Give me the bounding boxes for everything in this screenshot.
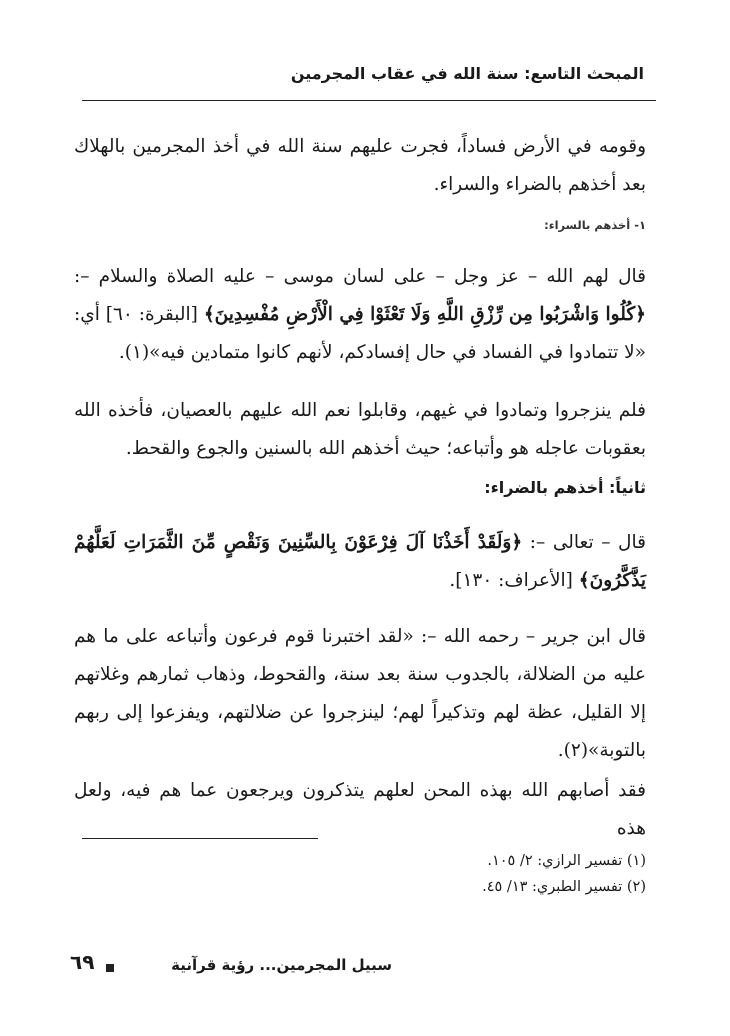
paragraph-1: وقومه في الأرض فساداً، فجرت عليهم سنة الله في أخذ المجرمين بالهلاك بعد أخذهم بالضراء والسراء. [74, 136, 646, 195]
running-header: المبحث التاسع: سنة الله في عقاب المجرمين [290, 64, 644, 83]
footer-square-icon [106, 964, 114, 972]
footer-book-title: سبيل المجرمين... رؤية قرآنية [171, 956, 392, 974]
quran-verse-2: ﴿وَلَقَدْ أَخَذْنَا آلَ فِرْعَوْنَ بِالسِّنِينَ وَنَقْصٍ مِّنَ الثَّمَرَاتِ لَعَلَّهُمْ يَذَّكَّرُونَ﴾ [74, 532, 646, 591]
paragraph-2-tail: [البقرة: ٦٠] أي: «لا تتمادوا في الفساد في حال إفسادكم، لأنهم كانوا متمادين فيه»(١). [74, 304, 646, 363]
header-divider [82, 100, 656, 101]
section-heading: ثانياً: أخذهم بالضراء: [484, 478, 646, 497]
paragraph-4-intro: قال – تعالى –: [529, 532, 646, 553]
faint-subheading: ١- أخذهم بالسراء: [544, 218, 646, 232]
paragraph-3: فلم ينزجروا وتمادوا في غيهم، وقابلوا نعم الله عليهم بالعصيان، فأخذه الله بعقوبات عاجله هو وأتباعه؛ حيث أخذهم الله بالسنين والجوع والقحط. [74, 400, 646, 459]
paragraph-2 [74, 258, 646, 372]
footnotes [86, 848, 646, 900]
paragraph-4-tail: [الأعراف: ١٣٠]. [449, 570, 573, 591]
paragraph-5: قال ابن جرير – رحمه الله –: «لقد اختبرنا قوم فرعون وأتباعه على ما هم عليه من الضلالة، بالجدوب سنة بعد سنة، والقحوط، وذهاب ثمارهم وغلاتهم إلا القليل، عظة لهم وتذكيراً لهم؛ لينزجروا عن ضلالتهم، ويفزعوا إلى ربهم بالتوبة»(٢). [74, 626, 646, 761]
paragraph-2-intro: قال لهم الله – عز وجل – على لسان موسى – عليه الصلاة والسلام –: [74, 266, 646, 287]
paragraph-6: فقد أصابهم الله بهذه المحن لعلهم يتذكرون ويرجعون عما هم فيه، ولعل هذه [74, 780, 646, 839]
page-number: ٦٩ [70, 950, 95, 974]
paragraph-4 [74, 524, 646, 600]
footnote-divider [82, 838, 318, 839]
footnote-1: (١) تفسير الرازي: ٢/ ١٠٥. [487, 853, 646, 869]
footnote-2: (٢) تفسير الطبري: ١٣/ ٤٥. [482, 879, 646, 895]
quran-verse-1: ﴿كُلُوا وَاشْرَبُوا مِن رِّزْقِ اللَّهِ وَلَا تَعْثَوْا فِي الْأَرْضِ مُفْسِدِينَ﴾ [203, 304, 646, 325]
